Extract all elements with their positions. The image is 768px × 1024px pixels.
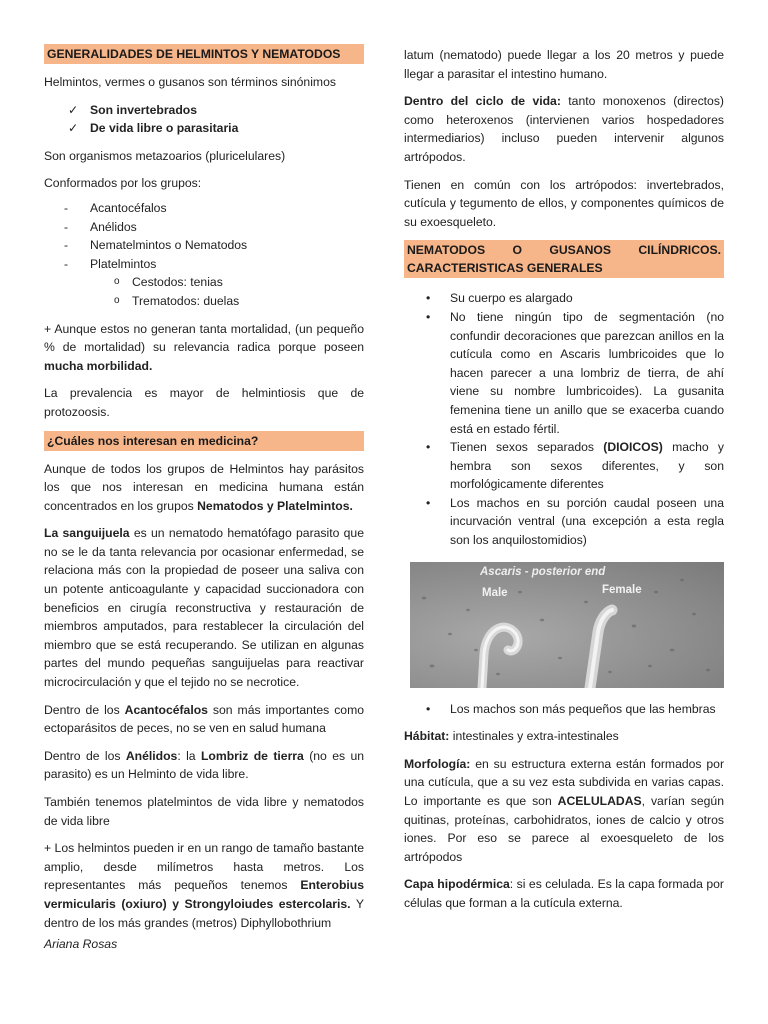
text-run: + Los helmintos pueden ir en un rango de tamaño bastante amplio, desde milímetros hasta metros. Los representantes más pequeños tenemos: [44, 841, 364, 893]
paragraph-prevalencia: La prevalencia es mayor de helmintiosis que de protozoosis.: [44, 386, 364, 419]
list-item: [426, 308, 724, 438]
text-run: es un nematodo hematófago parasito que no se le da tanta relevancia por ocasionar enfermedad, se relaciona más con la propiedad de poseer una saliva con un potente anticoagulante y capacidad succionadora con beneficios en cirugía reconstructiva y restauración de miembros amputados, para restablecer la circulación del miembro que se está recuperando. Se utilizan en algunas partes del mundo pequeñas sanguijuelas para reactivar microcirculación y que el tejido no se necrotice.: [44, 526, 364, 690]
subgroups-list: [44, 273, 364, 310]
bold-text: Acantocéfalos: [124, 702, 208, 717]
text-run: Y dentro de los más grandes (metros) Diphyllobothrium: [44, 896, 364, 930]
list-item-text: No tiene ningún tipo de segmentación (no confundir decoraciones que parezcan anillos en la cutícula como en Ascaris lumbricoides que lo hacen parecer a una lombriz de tierra, de ahí viene su nombre lumbricoides). La gusanita femenina tiene un anillo que se exacerba cuando está en estado fértil.: [450, 309, 724, 436]
list-item-text: Acantocéfalos: [90, 200, 167, 215]
list-item: [64, 199, 364, 218]
list-item: [114, 292, 364, 311]
ascaris-photo: [410, 562, 724, 688]
text-run: : si es celulada. Es la capa formada por células que forman a la cutícula externa.: [404, 877, 724, 910]
bold-text: Morfología:: [404, 756, 471, 771]
list-item-text: Anélidos: [90, 219, 137, 234]
text-run: son más importantes como ectoparásitos de peces, no se ven en salud humana: [44, 702, 364, 736]
paragraph-sanguijuela: [44, 524, 364, 691]
list-item-text: Platelmintos: [90, 256, 157, 271]
text-run: (no es un parasito) es un Helminto de vida libre.: [44, 748, 365, 782]
circle-marker: o: [114, 276, 120, 288]
bold-text: Nematodos y Platelmintos.: [197, 498, 353, 513]
bold-text: Hábitat:: [404, 729, 450, 744]
text-run: intestinales y extra-intestinales: [449, 729, 619, 744]
list-item: [114, 273, 364, 292]
paragraph-sinonimos: Helmintos, vermes o gusanos son términos sinónimos: [44, 75, 336, 89]
text-run: macho y hembra son sexos diferentes, y son morfológicamente diferentes: [450, 440, 724, 492]
paragraph-habitat: [404, 727, 724, 746]
checkmark-icon: ✓: [68, 102, 79, 117]
check-item: [68, 101, 364, 120]
author-footer: Ariana Rosas: [44, 937, 118, 952]
paragraph-morfologia: [404, 755, 724, 867]
paragraph-grupos-medicina: [44, 460, 364, 516]
bullet-marker: •: [426, 309, 431, 324]
text-run: en su estructura externa están formados por una cutícula, que a su vez esta subdivida en varias capas. Lo importante es que son: [404, 756, 724, 809]
figure-label-female: Female: [602, 583, 642, 596]
left-column: [44, 44, 364, 954]
bold-text: Anélidos: [125, 748, 178, 763]
bold-text: ACELULADAS: [557, 794, 642, 809]
paragraph-anelidos: [44, 747, 364, 784]
list-item-text: Los machos en su porción caudal poseen una incurvación ventral (una excepción a esta regla son los anquilostomidios): [450, 495, 724, 548]
paragraph-capa-hipodermica: [404, 875, 724, 912]
section-heading-medicina: ¿Cuáles nos interesan en medicina?: [44, 431, 364, 451]
paragraph-vida-libre: También tenemos platelmintos de vida libre y nematodos de vida libre: [44, 795, 364, 828]
dash-marker: -: [64, 219, 69, 234]
paragraph-latum: latum (nematodo) puede llegar a los 20 metros y puede llegar a parasitar el intestino humano.: [404, 48, 724, 81]
list-item-text: Nematelmintos o Nematodos: [90, 238, 248, 253]
text-run: + Aunque estos no generan tanta mortalidad, (un pequeño % de mortalidad) su relevancia radica porque poseen: [44, 321, 364, 355]
section-heading-nematodos: NEMATODOS O GUSANOS CILÍNDRICOS. CARACTERISTICAS GENERALES: [404, 240, 724, 278]
bold-text: Dentro del ciclo de vida:: [404, 94, 561, 109]
bullet-marker: •: [426, 701, 431, 716]
right-column: [404, 46, 724, 922]
bold-text: Enterobius vermicularis (oxiuro) y Strongyloiudes estercolaris.: [44, 878, 364, 911]
check-item-text: Son invertebrados: [90, 102, 198, 117]
text-run: : la: [177, 748, 201, 763]
list-item: [64, 236, 364, 255]
list-item: [426, 494, 724, 550]
paragraph-morbilidad: [44, 320, 364, 376]
section-heading-helmintos: GENERALIDADES DE HELMINTOS Y NEMATODOS: [44, 44, 364, 64]
check-list: [44, 101, 364, 138]
checkmark-icon: ✓: [68, 121, 79, 136]
characteristics-list: [404, 289, 724, 549]
text-run: Aunque de todos los grupos de Helmintos hay parásitos los que nos interesan en medicina humana están concentrados en los grupos: [44, 461, 364, 513]
paragraph-grupos-intro: Conformados por los grupos:: [44, 176, 202, 191]
bold-text: Lombriz de tierra: [200, 748, 304, 763]
bullet-marker: •: [426, 495, 431, 510]
size-list: [404, 700, 724, 719]
paragraph-metazoarios: Son organismos metazoarios (pluricelulares): [44, 148, 286, 163]
list-item-text: Su cuerpo es alargado: [450, 291, 573, 306]
groups-list: [44, 199, 364, 273]
list-item-text: Cestodos: tenias: [132, 275, 223, 290]
circle-marker: o: [114, 294, 120, 306]
list-item-text: Los machos son más pequeños que las hembras: [450, 701, 716, 716]
bold-text: La sanguijuela: [44, 526, 130, 541]
text-run: Tienen sexos separados: [450, 440, 604, 455]
list-item: [426, 289, 724, 308]
paragraph-artropodos: Tienen en común con los artrópodos: invertebrados, cutícula y tegumento de ellos, y componentes químicos de su exoesqueleto.: [404, 177, 724, 229]
text-run: tanto monoxenos (directos) como heteroxenos (intervienen varios hospedadores intermediarios) incluso pueden intervenir algunos artrópodos.: [404, 94, 724, 164]
figure-label-male: Male: [482, 586, 508, 599]
dash-marker: -: [64, 200, 69, 215]
paragraph-acantocefalos: [44, 701, 364, 738]
figure-title: Ascaris - posterior end: [480, 565, 606, 578]
list-item-text: Trematodos: duelas: [132, 293, 240, 308]
dash-marker: -: [64, 256, 69, 271]
bold-text: (DIOICOS): [603, 440, 663, 455]
dash-marker: -: [64, 238, 69, 253]
paragraph-ciclo-vida: [404, 92, 724, 166]
bold-text: Capa hipodérmica: [404, 877, 510, 892]
bold-text: mucha morbilidad.: [44, 358, 153, 373]
check-item-text: De vida libre o parasitaria: [90, 121, 239, 136]
text-run: Dentro de los: [44, 702, 125, 717]
list-item: [426, 438, 724, 494]
check-item: [68, 119, 364, 138]
list-item: [64, 255, 364, 274]
text-run: Dentro de los: [44, 748, 126, 763]
paragraph-tamano: [44, 839, 364, 932]
list-item: [426, 700, 724, 719]
text-run: , varían según quitinas, proteínas, carbohidratos, iones de calcio y otros iones. Por eso se parece al exoesqueleto de los artrópodos: [404, 794, 724, 864]
bullet-marker: •: [426, 291, 431, 306]
bullet-marker: •: [426, 440, 431, 455]
list-item: [64, 218, 364, 237]
